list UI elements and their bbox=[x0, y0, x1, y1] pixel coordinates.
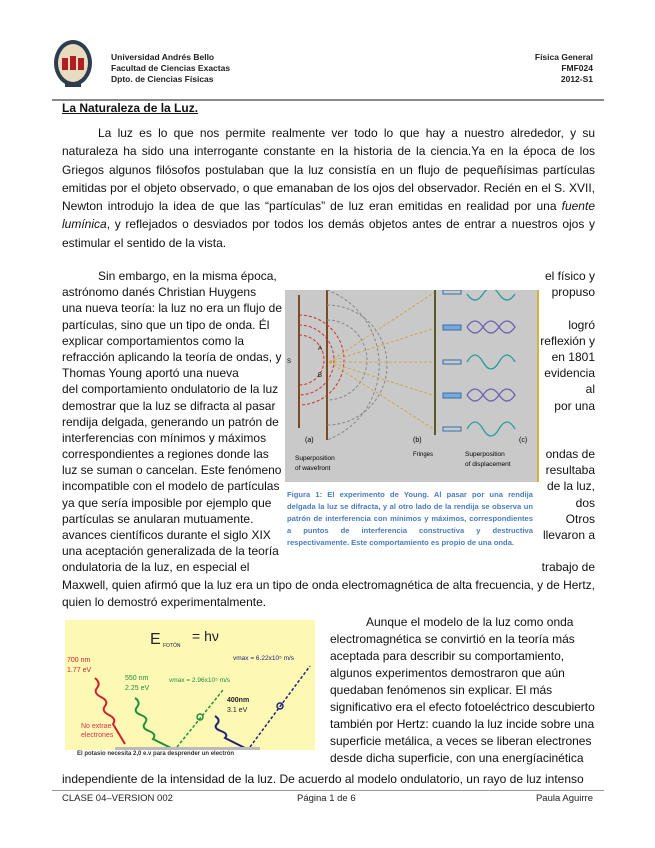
label-superposition-displacement-2: of displacement bbox=[465, 461, 511, 468]
row-left-text: rendija delgada, generando un patrón de bbox=[62, 414, 279, 429]
no-electrons-label: No extrae bbox=[81, 723, 112, 730]
formula-e: E bbox=[150, 631, 161, 648]
row-right-text: llevaron a bbox=[542, 528, 595, 542]
no-electrons-label-2: electrones bbox=[81, 732, 114, 739]
row-right-text: de la luz, bbox=[546, 479, 595, 494]
label-superposition-displacement: Superposition bbox=[465, 451, 505, 458]
row-right-text: propuso bbox=[551, 285, 595, 300]
university-name: Universidad Andrés Bello bbox=[111, 52, 215, 62]
paragraph-3-line-text: aceptada para describir su comportamiento, bbox=[330, 649, 565, 663]
row-left bbox=[62, 317, 282, 333]
row-left bbox=[62, 284, 282, 300]
green-wavelength: 550 nm bbox=[125, 675, 149, 682]
page-title: La Naturaleza de la Luz. bbox=[62, 101, 199, 115]
row-right-text: reflexión y bbox=[540, 333, 595, 348]
paragraph-2-row bbox=[62, 559, 595, 575]
row-left-text: Thomas Young aportó una nueva bbox=[62, 366, 239, 381]
row-left bbox=[62, 462, 282, 478]
row-right-text: Otros bbox=[565, 511, 595, 526]
row-left-text: refracción aplicando la teoría de ondas, y bbox=[62, 349, 282, 364]
row-left-text: ondulatoria de la luz, en especial el bbox=[62, 560, 250, 575]
paragraph-3-line bbox=[330, 665, 595, 682]
paragraph-3-line-text: electromagnética se convirtió en la teoría más bbox=[330, 632, 575, 646]
course-code: FMF024 bbox=[561, 63, 593, 73]
photoelectric-figure bbox=[65, 620, 315, 757]
paragraph-3-line-text: quedaban fenómenos sin explicar. El más bbox=[330, 683, 553, 697]
semester: 2012-S1 bbox=[560, 74, 593, 84]
course-block bbox=[535, 52, 593, 85]
paragraph-3-line-text: Aunque el modelo de la luz como onda bbox=[366, 615, 574, 629]
paragraph-3-line-text: también por Hertz: cuando la luz incide sobre una bbox=[330, 717, 595, 731]
faculty-name: Facultad de Ciencias Exactas bbox=[111, 63, 231, 73]
paragraph-1-italic: fuente lumínica bbox=[62, 199, 595, 232]
row-left-text: del comportamiento ondulatorio de la luz bbox=[62, 382, 279, 397]
row-left bbox=[62, 543, 282, 559]
row-left bbox=[62, 430, 282, 446]
blue-vmax: vmax = 6.22x10⁵ m/s bbox=[233, 655, 295, 662]
figure-1-caption: Figura 1: El experimento de Young. Al pasar por una rendija delgada la luz se difracta, y al otro lado de la rendija se observa un patrón de interferencia con mínimos y máximos, correspondientes a puntos de interferencia constructiva y destructiva respectivamente. Este comportamiento es propio de una onda. bbox=[287, 490, 533, 547]
row-right-text: resultaba bbox=[545, 463, 595, 478]
row-left-text: una nueva teoría: la luz no era un flujo de bbox=[62, 301, 282, 316]
row-left bbox=[62, 414, 282, 430]
footer-version: CLASE 04–VERSION 002 bbox=[62, 793, 173, 804]
row-left-text: luz se suman o cancelan. Este fenómeno bbox=[62, 463, 282, 478]
label-superposition-wavefront: Superposition bbox=[295, 455, 335, 462]
paragraph-2-end bbox=[62, 577, 595, 611]
row-right-text: ondas de bbox=[545, 447, 595, 462]
paragraph-2-line-text: Maxwell, quien afirmó que la luz era un tipo de onda electromagnética de alta frecuencia, y de Hertz, bbox=[62, 578, 595, 592]
formula-rhs: = hν bbox=[192, 628, 219, 644]
label-s: S bbox=[287, 359, 292, 365]
row-right-text: al bbox=[585, 382, 595, 397]
paragraph-3-line-text: superficie metálica, a veces se liberan electrones bbox=[330, 734, 592, 748]
row-left bbox=[62, 349, 282, 365]
paragraph-3-line bbox=[330, 750, 595, 767]
row-left-text: una aceptación generalizada de la teoría bbox=[62, 544, 279, 559]
university-logo bbox=[52, 38, 94, 93]
row-left bbox=[62, 495, 282, 511]
row-left bbox=[62, 381, 282, 397]
paragraph-2-line bbox=[62, 577, 595, 594]
row-left-text: explicar comportamientos como la bbox=[62, 333, 245, 348]
row-left bbox=[62, 511, 282, 527]
label-panel-a: (a) bbox=[305, 437, 314, 444]
paragraph-3-line bbox=[330, 716, 595, 733]
institution-block bbox=[111, 52, 230, 85]
formula-subscript: FOTÓN bbox=[163, 643, 181, 649]
row-left-text: Sin embargo, en la misma época, bbox=[98, 269, 277, 283]
row-left-text: astrónomo danés Christian Huygens bbox=[62, 285, 257, 300]
course-name: Física General bbox=[534, 52, 593, 62]
paragraph-3-line bbox=[330, 631, 595, 648]
paragraph-1-text: La luz es lo que nos permite realmente ver todo lo que hay a nuestro alrededor, y su naturaleza ha sido una interrogante constante en la historia de la ciencia.Ya en la época de los Griegos algunos filósofos postulaban que la luz consistía en un flujo de pequeñísimas partículas emitidas por el objeto observado, o que emanaban de los ojos del observador. Recién en el S. XVII, Newton introdujo la idea de que las “partículas” de luz eran emitidas en realidad por una bbox=[62, 126, 595, 214]
red-energy: 1.77 eV bbox=[67, 667, 92, 674]
paragraph-3-line bbox=[330, 733, 595, 750]
row-left bbox=[62, 268, 282, 284]
label-fringes: Fringes bbox=[413, 452, 434, 458]
paragraph-3-line bbox=[330, 699, 595, 716]
footer-page-number: Página 1 de 6 bbox=[297, 793, 356, 804]
paragraph-2-line-text: quien lo demostró experimentalmente. bbox=[62, 595, 267, 609]
row-left-text: partículas se anularan mutuamente. bbox=[62, 511, 254, 526]
paragraph-3 bbox=[330, 614, 595, 767]
row-right-text: logró bbox=[568, 317, 595, 332]
paragraph-3-line-text: desde dicha superficie, con una energíacinética bbox=[330, 751, 584, 765]
row-left bbox=[62, 398, 282, 414]
row-left bbox=[62, 333, 282, 349]
green-energy: 2.25 eV bbox=[125, 685, 150, 692]
row-left bbox=[62, 365, 282, 381]
department-name: Dpto. de Ciencias Físicas bbox=[111, 74, 214, 84]
row-left-text: partículas, sino que un tipo de onda. Él bbox=[62, 317, 270, 332]
paragraph-3-line bbox=[62, 771, 595, 788]
label-b: B bbox=[318, 373, 323, 379]
paragraph-3-line bbox=[330, 648, 595, 665]
blue-wavelength: 400nm bbox=[227, 697, 250, 704]
row-right-text: en 1801 bbox=[551, 349, 595, 364]
paragraph-2-row bbox=[62, 268, 595, 284]
red-wavelength: 700 nm bbox=[67, 657, 91, 664]
green-vmax: vmax = 2.96x10⁵ m/s bbox=[169, 677, 231, 684]
paragraph-3-line-text: algunos experimentos demostraron que aún bbox=[330, 666, 565, 680]
row-left-text: interferencias con mínimos y máximos bbox=[62, 430, 267, 445]
row-left-text: ya que sería imposible por ejemplo que bbox=[62, 495, 272, 510]
row-left bbox=[62, 446, 282, 462]
row-right-text: dos bbox=[575, 495, 595, 510]
label-panel-b: (b) bbox=[413, 437, 422, 444]
paragraph-1-text-end: , y reflejados o desviados por todos los demás objetos antes de entrar a nuestros ojos y estimular el sentido de la vista. bbox=[62, 217, 595, 250]
row-left-text: incompatible con el modelo de partículas bbox=[62, 479, 280, 494]
row-left bbox=[62, 527, 282, 543]
label-a: A bbox=[318, 346, 323, 352]
row-left-text: demostrar que la luz se difracta al pasar bbox=[62, 398, 276, 413]
footer-divider bbox=[52, 790, 604, 791]
row-right-text: por una bbox=[554, 398, 595, 413]
paragraph-3-line bbox=[330, 614, 595, 631]
row-right-text: evidencia bbox=[544, 366, 595, 381]
row-left-text: correspondientes a regiones donde las bbox=[62, 447, 269, 462]
footer-author: Paula Aguirre bbox=[535, 793, 593, 804]
young-experiment-figure bbox=[285, 290, 539, 482]
row-right-text: el físico y bbox=[544, 269, 595, 283]
paragraph-3-line bbox=[330, 682, 595, 699]
label-panel-c: (c) bbox=[519, 437, 528, 444]
row-left bbox=[62, 300, 282, 316]
label-superposition-wavefront-2: of wavefront bbox=[295, 465, 331, 472]
row-left-text: avances científicos durante el siglo XIX bbox=[62, 528, 271, 542]
paragraph-3-line-text: significativo era el efecto fotoeléctrico descubierto bbox=[330, 700, 595, 714]
paragraph-3-line-text: independiente de la intensidad de la luz. De acuerdo al modelo ondulatorio, un rayo de luz intenso bbox=[62, 772, 584, 786]
paragraph-1 bbox=[62, 124, 595, 252]
paragraph-2-line bbox=[62, 594, 595, 611]
row-left bbox=[62, 559, 282, 575]
row-left bbox=[62, 478, 282, 494]
figure-2-caption: El potasio necesita 2,0 e.v para desprender un electrón bbox=[77, 751, 235, 757]
blue-energy: 3.1 eV bbox=[227, 707, 248, 714]
row-right-text: trabajo de bbox=[541, 560, 595, 575]
